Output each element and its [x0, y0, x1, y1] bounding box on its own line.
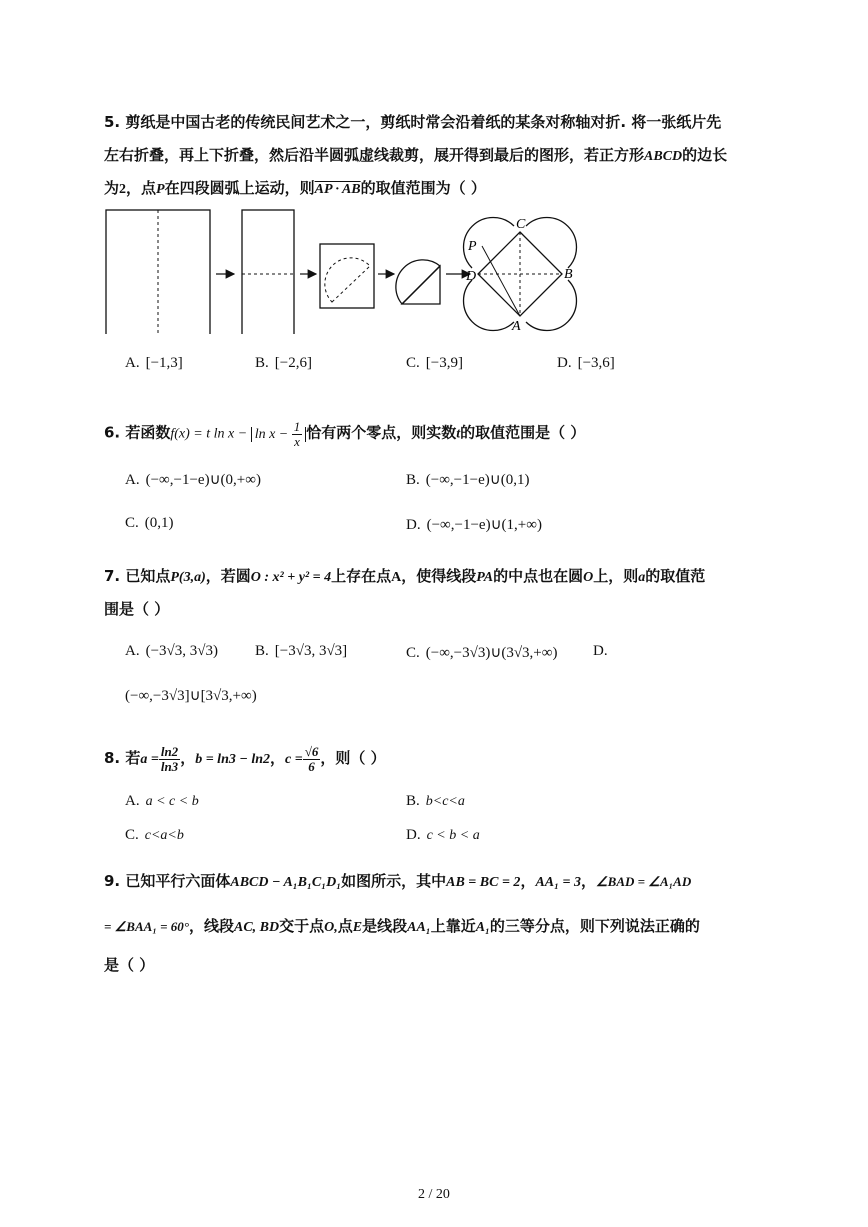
q5-line3-text-c: 在四段圆弧上运动，则: [164, 179, 315, 197]
q6-prefix: 6. 若函数: [104, 423, 171, 442]
fold-step-2: [242, 210, 294, 334]
label-c: C: [516, 217, 526, 232]
q7-option-a[interactable]: A. (−3√3, 3√3): [125, 643, 219, 659]
q8-option-b[interactable]: B. b<c<a: [406, 793, 465, 809]
q9-solid: ABCD − A₁B₁C₁D₁: [230, 875, 342, 890]
q5-line3-text-a: 为: [104, 179, 120, 197]
q9-line1: 9. 已知平行六面体ABCD − A₁B₁C₁D₁如图所示，其中AB = BC = 2，AA₁ = 3，∠BAD = ∠A₁AD: [104, 872, 692, 890]
label-d: D: [466, 269, 477, 284]
q7-option-c[interactable]: C. (−∞,−3√3)∪(3√3,+∞): [406, 645, 558, 661]
fold-step-1: [106, 210, 210, 334]
fold-step-3: [320, 244, 374, 308]
q5-line2-text-b: 的边长: [682, 146, 728, 164]
q8-stem: 8. 若a = $\frac{\ln 2}{\ln 3}$ ，b = ln3 − ln2，c = $\frac{√6}{6}$ ，则（ ）: [104, 744, 386, 775]
q6-stem: [104, 420, 585, 449]
page-number: 2 / 20: [418, 1187, 450, 1202]
q7-line1: 7. 已知点P(3,a)，若圆O : x² + y² = 4上存在点A，使得线段PA的中点也在圆O上，则a的取值范: [104, 567, 706, 585]
q8-option-c[interactable]: C. c<a<b: [125, 827, 184, 843]
q6-var: t: [456, 426, 461, 442]
q5-paper-cutting-figure: [100, 204, 600, 334]
q6-function: f(x) = t ln x − ln x − $\frac{1}{x}$: [170, 427, 306, 442]
unfolded-figure: [464, 217, 577, 334]
q6-option-b[interactable]: B. (−∞,−1−e)∪(0,1): [406, 472, 530, 488]
q5-point-p: P: [156, 182, 165, 197]
q5-side-length: 2: [119, 182, 127, 197]
q5-square-label: ABCD: [644, 149, 683, 164]
q6-option-a[interactable]: A. (−∞,−1−e)∪(0,+∞): [125, 472, 261, 488]
q5-line3-text-b: ，点: [126, 179, 157, 197]
q6-suffix2: 的取值范围是（ ）: [460, 423, 586, 442]
q9-line3: 是（ ）: [104, 956, 155, 974]
q5-line3-text-d: 的取值范围为（ ）: [360, 179, 486, 197]
label-b: B: [564, 267, 573, 282]
q6-option-d[interactable]: D. (−∞,−1−e)∪(1,+∞): [406, 517, 542, 533]
q5-line2: [104, 144, 727, 168]
q5-option-b[interactable]: B. [−2,6]: [255, 355, 312, 371]
q7-point-p: P(3,a): [170, 570, 206, 585]
q8-option-a[interactable]: A. a < c < b: [125, 793, 199, 809]
q5-option-a[interactable]: A. [−1,3]: [125, 355, 183, 371]
q7-circle-eq: O : x² + y² = 4: [250, 570, 332, 585]
q7-point-a: A: [391, 570, 402, 585]
label-p: P: [468, 239, 477, 254]
q7-option-d[interactable]: D.: [593, 643, 608, 659]
q5-option-c[interactable]: C. [−3,9]: [406, 355, 463, 371]
label-a: A: [512, 319, 521, 334]
q7-option-b[interactable]: B. [−3√3, 3√3]: [255, 643, 348, 659]
q8-c-def: c = $\frac{√6}{6}$: [285, 744, 319, 775]
q8-option-d[interactable]: D. c < b < a: [406, 827, 480, 843]
q7-option-d-value: (−∞,−3√3]∪[3√3,+∞): [125, 688, 257, 704]
q5-line3: [104, 177, 486, 201]
q7-line2: 围是（ ）: [104, 600, 170, 618]
cut-shape: [396, 260, 440, 304]
q9-line2: = ∠BAA₁ = 60°，线段AC, BD交于点O,点E是线段AA₁上靠近A₁的三等分点，则下列说法正确的: [104, 917, 700, 935]
q5-line1: 5. 剪纸是中国古老的传统民间艺术之一，剪纸时常会沿着纸的某条对称轴对折. 将一张纸片先: [104, 113, 722, 131]
q6-suffix: 恰有两个零点，则实数: [306, 423, 457, 442]
q5-vector-expr: AP · AB: [314, 182, 361, 197]
q8-b-def: b = ln3 − ln2: [195, 752, 271, 767]
q5-line2-text-a: 左右折叠，再上下折叠，然后沿半圆弧虚线裁剪，展开得到最后的图形，若正方形: [104, 146, 645, 164]
q6-option-c[interactable]: C. (0,1): [125, 515, 174, 531]
q5-option-d[interactable]: D. [−3,6]: [557, 355, 615, 371]
q8-a-def: a = $\frac{\ln 2}{\ln 3}$: [140, 744, 179, 775]
